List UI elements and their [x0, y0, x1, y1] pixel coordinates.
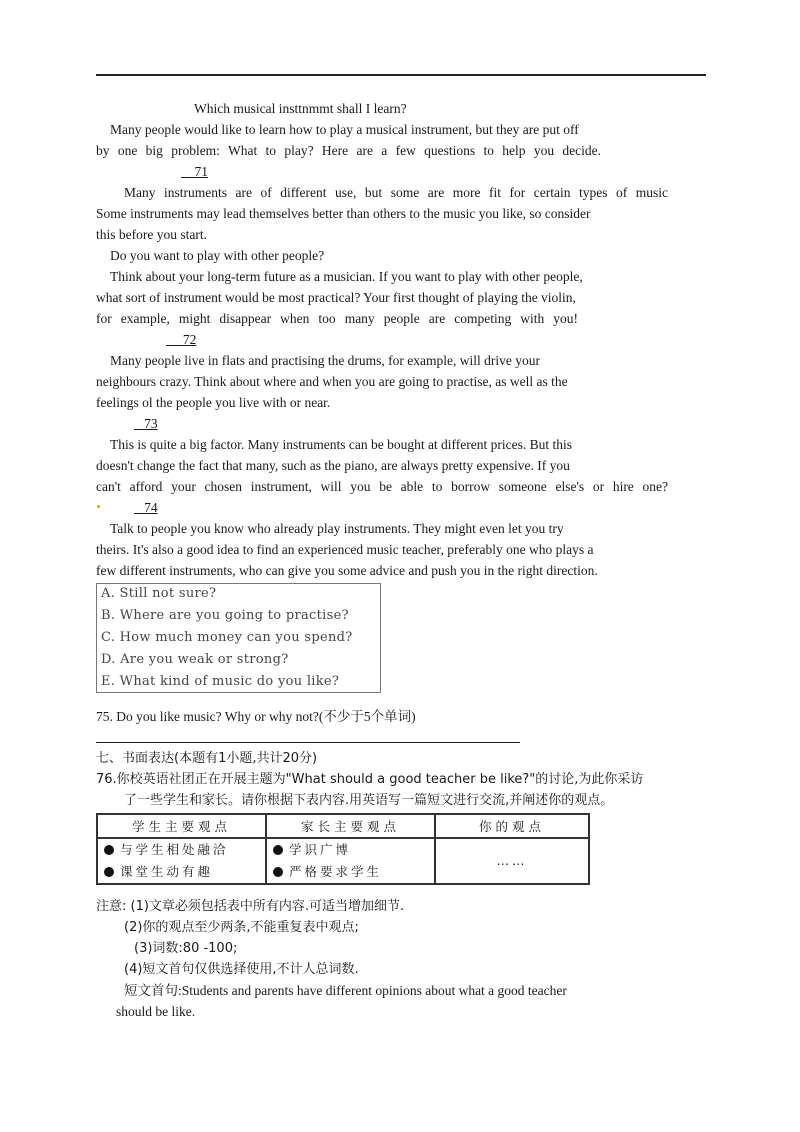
question-other-people: Do you want to play with other people?: [110, 248, 325, 263]
para5-line-2: theirs. It's also a good idea to find an experienced music teacher, preferably one who plays a: [96, 542, 594, 557]
blank-74: [134, 499, 158, 517]
blank-72-number: 72: [182, 332, 197, 347]
opinions-table: [96, 813, 590, 885]
students-item-text: 与学生相处融洽: [120, 842, 229, 857]
para1-line-3: this before you start.: [96, 227, 207, 242]
yours-cell: ……: [435, 838, 589, 884]
para3-line-3: feelings ol the people you live with or near.: [96, 395, 331, 410]
para1-line-1: Many instruments are of different use, but some are more fit for certain types of music: [124, 185, 668, 200]
question-75: 75. Do you like music? Why or why not?(不少于5个单词): [96, 709, 416, 724]
intro-line-1: Many people would like to learn how to play a musical instrument, but they are put off: [110, 122, 579, 137]
prompt-line-2: 了一些学生和家长。请你根据下表内容.用英语写一篇短文进行交流,并阐述你的观点。: [124, 793, 614, 808]
section-7-heading: 七、书面表达(本题有1小题,共计20分): [96, 751, 318, 766]
blank-71: [181, 163, 208, 181]
students-cell: [97, 838, 266, 884]
header-parents: 家长主要观点: [266, 814, 435, 838]
para2-line-3: for example, might disappear when too many people are competing with you!: [96, 311, 578, 326]
option-d: D. Are you weak or strong?: [101, 652, 289, 667]
para1-line-2: Some instruments may lead themselves better than others to the music you like, so consider: [96, 206, 591, 221]
para4-line-1: This is quite a big factor. Many instruments can be bought at different prices. But this: [110, 437, 573, 452]
parents-cell: [266, 838, 435, 884]
blank-71-number: 71: [194, 164, 208, 179]
parents-item: [273, 861, 428, 883]
parents-item-text: 严格要求学生: [289, 864, 383, 879]
note-4: (4)短文首句仅供选择使用,不计人总词数.: [124, 962, 359, 977]
stray-mark: [97, 505, 100, 508]
top-rule: [96, 74, 706, 76]
start-sentence-text: 短文首句:Students and parents have different opinions about what a good teacher: [124, 983, 567, 998]
blank-73: [134, 415, 158, 433]
option-e: E. What kind of music do you like?: [101, 674, 340, 689]
blank-73-number: 73: [144, 416, 158, 431]
blank-72: [166, 331, 196, 349]
parents-item-text: 学识广博: [289, 842, 352, 857]
bullet-icon: [273, 867, 283, 877]
para4-line-2: doesn't change the fact that many, such as the piano, are always pretty expensive. If you: [96, 458, 570, 473]
note-2: (2)你的观点至少两条,不能重复表中观点;: [124, 920, 359, 935]
students-item: [104, 839, 259, 861]
students-item: [104, 861, 259, 883]
answer-line-75: [96, 742, 520, 743]
para4-line-3: can't afford your chosen instrument, will you be able to borrow someone else's or hire one?: [96, 479, 668, 494]
blank-74-number: 74: [144, 500, 158, 515]
option-a: A. Still not sure?: [101, 586, 217, 601]
option-b: B. Where are you going to practise?: [101, 608, 349, 623]
start-sentence-line-1: [124, 982, 567, 1000]
para3-line-1: Many people live in flats and practising the drums, for example, will drive your: [110, 353, 541, 368]
bullet-icon: [273, 845, 283, 855]
para2-line-1: Think about your long-term future as a musician. If you want to play with other people,: [110, 269, 583, 284]
para2-line-2: what sort of instrument would be most practical? Your first thought of playing the violin,: [96, 290, 576, 305]
header-yours: 你的观点: [435, 814, 589, 838]
option-c: C. How much money can you spend?: [101, 630, 353, 645]
para5-line-1: Talk to people you know who already play instruments. They might even let you try: [110, 521, 564, 536]
header-students: 学生主要观点: [97, 814, 266, 838]
intro-line-2: by one big problem: What to play? Here are a few questions to help you decide.: [96, 143, 601, 158]
note-1: 注意: (1)文章必须包括表中所有内容.可适当增加细节.: [96, 899, 405, 914]
note-3: (3)词数:80 -100;: [134, 941, 238, 956]
para5-line-3: few different instruments, who can give you some advice and push you in the right direction.: [96, 563, 598, 578]
para3-line-2: neighbours crazy. Think about where and when you are going to practise, as well as the: [96, 374, 568, 389]
start-sentence-line-2: should be like.: [116, 1004, 196, 1019]
passage-title: Which musical insttnmmt shall I learn?: [194, 101, 407, 116]
prompt-line-1: 76.你校英语社团正在开展主题为"What should a good teacher be like?"的讨论,为此你采访: [96, 772, 644, 787]
options-box: [96, 583, 381, 693]
bullet-icon: [104, 867, 114, 877]
parents-item: [273, 839, 428, 861]
students-item-text: 课堂生动有趣: [120, 864, 214, 879]
bullet-icon: [104, 845, 114, 855]
